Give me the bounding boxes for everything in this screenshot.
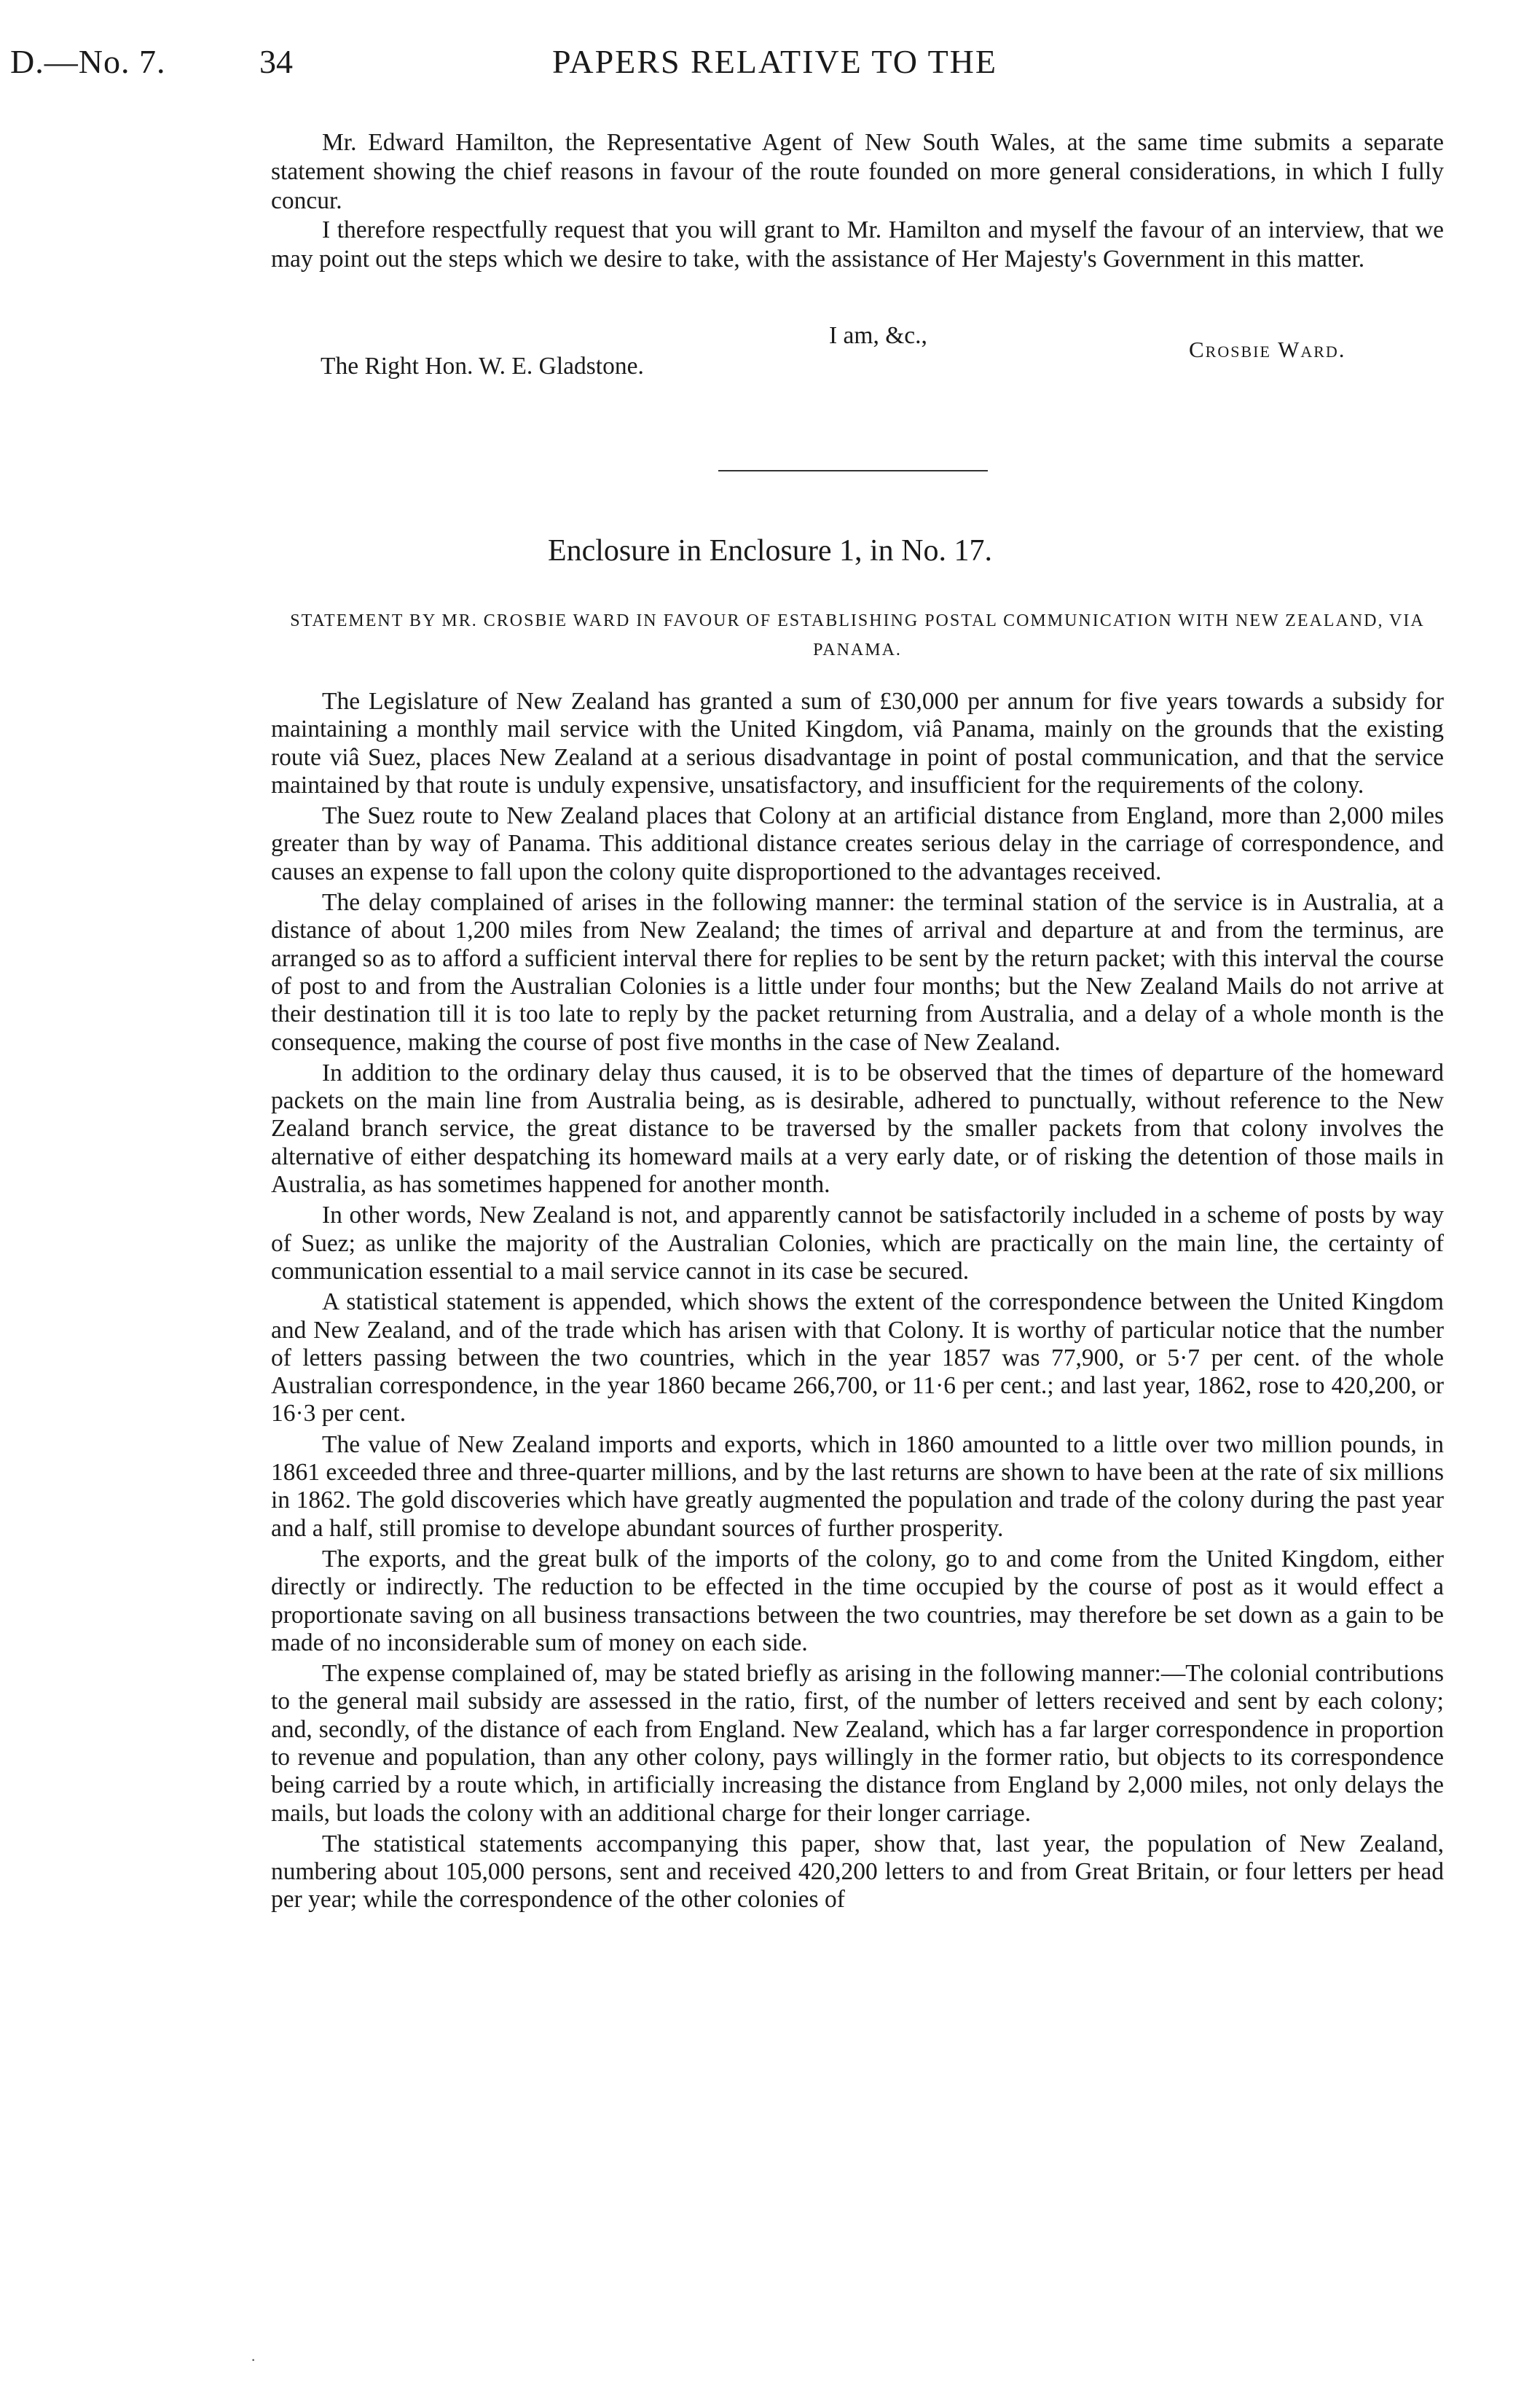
page-header xyxy=(0,42,1540,93)
page-number: 34 xyxy=(259,43,293,80)
body-paragraph: The value of New Zealand imports and exports, which in 1860 amounted to a little over two million pounds, in 1861 exceeded three and three-quarter millions, and by the last returns are shown to have been at the rate of six millions in 1862. The gold discoveries which have greatly augmented the population and trade of the colony during the past year and a half, still promise to develope abundant sources of further prosperity. xyxy=(271,1430,1444,1542)
document-reference: D.—No. 7. xyxy=(10,43,166,80)
body-paragraph: In other words, New Zealand is not, and apparently cannot be satisfactorily included in a scheme of posts by way of Suez; as unlike the majority of the Australian Colonies, which are practically on the main line, the certainty of communication essential to a mail service cannot in its case be secured. xyxy=(271,1202,1444,1285)
enclosure-heading: Enclosure in Enclosure 1, in No. 17. xyxy=(547,534,993,568)
section-divider xyxy=(718,470,988,471)
body-paragraph: The Suez route to New Zealand places that Colony at an artificial distance from England, more than 2,000 miles greater than by way of Panama. This additional distance creates serious delay in the carriage of correspondence, and causes an expense to fall upon the colony quite disproportioned to the advantages received. xyxy=(271,802,1444,885)
body-paragraph: The statistical statements accompanying this paper, show that, last year, the population of New Zealand, numbering about 105,000 persons, sent and received 420,200 letters to and from Great Britain, or four letters per head per year; while the correspondence of the other colonies of xyxy=(271,1830,1444,1914)
body-paragraph: The exports, and the great bulk of the imports of the colony, go to and come from the United Kingdom, either directly or indirectly. The reduction to be effected in the time occupied by the course of post as it would effect a proportionate saving on all business transactions between the two countries, may therefore be set down as a gain to be made of no inconsiderable sum of money on each side. xyxy=(271,1545,1444,1656)
running-title: PAPERS RELATIVE TO THE xyxy=(552,43,998,80)
letter-addressee: The Right Hon. W. E. Gladstone. xyxy=(321,353,644,380)
statement-title: STATEMENT BY MR. CROSBIE WARD IN FAVOUR OF ESTABLISHING POSTAL COMMUNICATION WITH NEW ZEALAND, VIA PANAMA. xyxy=(290,611,1425,659)
body-paragraph: A statistical statement is appended, which shows the extent of the correspondence between the United Kingdom and New Zealand, and of the trade which has arisen with that Colony. It is worthy of particular notice that the number of letters passing between the two countries, which in the year 1857 was 77,900, or 5·7 per cent. of the whole Australian correspondence, in the year 1860 became 266,700, or 11·6 per cent.; and last year, 1862, rose to 420,200, or 16·3 per cent. xyxy=(271,1288,1444,1428)
letter-text xyxy=(271,128,1444,274)
letter-closing: I am, &c., xyxy=(829,322,927,349)
letter-paragraph: Mr. Edward Hamilton, the Representative Agent of New South Wales, at the same time submits a separate statement showing the chief reasons in favour of the route founded on more general considerations, in which I fully concur. xyxy=(271,129,1444,214)
letter-signature: Crosbie Ward. xyxy=(1189,337,1346,362)
statement-body xyxy=(271,688,1444,1917)
body-paragraph: The expense complained of, may be stated briefly as arising in the following manner:—The colonial contributions to the general mail subsidy are assessed in the ratio, first, of the number of letters received and sent by each colony; and, secondly, of the distance of each from England. New Zealand, which has a far larger correspondence in proportion to revenue and population, than any other colony, pays willingly in the former ratio, but objects to its correspondence being carried by a route which, in artificially increasing the distance from England by 2,000 miles, not only delays the mails, but loads the colony with an additional charge for their longer carriage. xyxy=(271,1660,1444,1827)
letter-paragraph: I therefore respectfully request that you will grant to Mr. Hamilton and myself the favour of an interview, that we may point out the steps which we desire to take, with the assistance of Her Majesty's Government in this matter. xyxy=(271,216,1444,273)
body-paragraph: The Legislature of New Zealand has granted a sum of £30,000 per annum for five years towards a subsidy for maintaining a monthly mail service with the United Kingdom, viâ Panama, mainly on the grounds that the existing route viâ Suez, places New Zealand at a serious disadvantage in point of postal communication, and that the service maintained by that route is unduly expensive, unsatisfactory, and insufficient for the requirements of the colony. xyxy=(271,688,1444,799)
body-paragraph: The delay complained of arises in the following manner: the terminal station of the service is in Australia, at a distance of about 1,200 miles from New Zealand; the times of arrival and departure at and from the terminus, are arranged so as to afford a sufficient interval there for replies to be sent by the return packet; with this interval the course of post to and from the Australian Colonies is a little under four months; but the New Zealand Mails do not arrive at their destination till it is too late to reply by the packet returning from Australia, and a delay of a whole month is the consequence, making the course of post five months in the case of New Zealand. xyxy=(271,889,1444,1056)
footer-mark: · xyxy=(251,2351,256,2369)
body-paragraph: In addition to the ordinary delay thus caused, it is to be observed that the times of departure of the homeward packets on the main line from Australia being, as is desirable, adhered to punctually, without reference to the New Zealand branch service, the great distance to be traversed by the smaller packets from that colony involves the alternative of either despatching its homeward mails at a very early date, or of risking the detention of those mails in Australia, as has sometimes happened for another month. xyxy=(271,1059,1444,1199)
